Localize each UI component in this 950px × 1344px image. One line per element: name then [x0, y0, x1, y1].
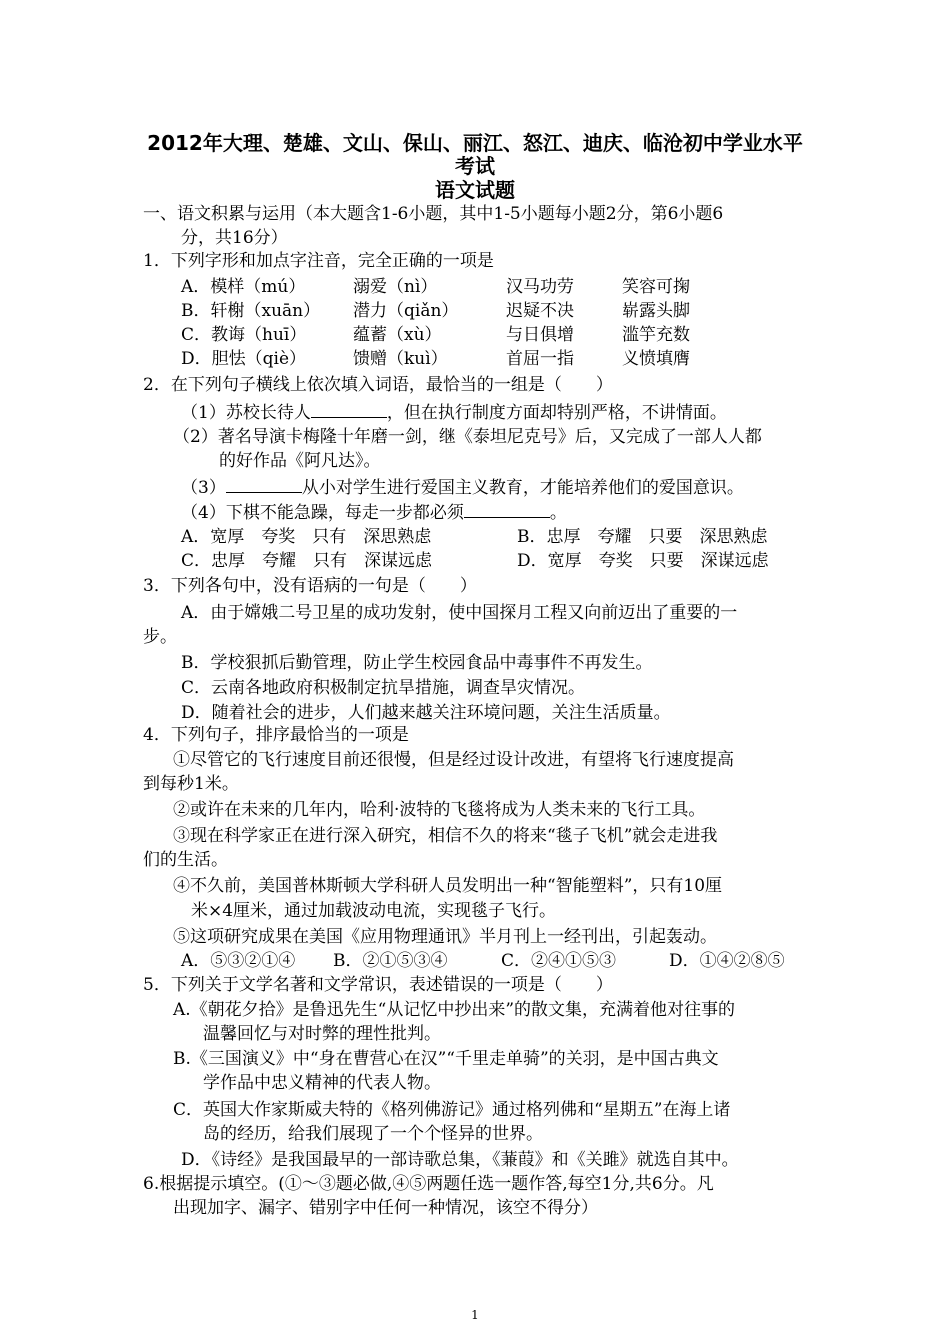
q5-option-b-line1: B.《三国演义》中“身在曹营心在汉”“千里走单骑”的关羽，是中国古典文 [173, 1049, 719, 1069]
page-number: 1 [471, 1308, 479, 1322]
q1-a-word3: 汉马功劳 [506, 277, 574, 297]
q1-option-d [181, 348, 690, 370]
q5-option-d: D．《诗经》是我国最早的一部诗歌总集，《蒹葭》和《关雎》就选自其中。 [181, 1150, 739, 1170]
q3-option-b: B．学校狠抓后勤管理，防止学生校园食品中毒事件不再发生。 [181, 653, 653, 673]
q5-option-a-line2: 温馨回忆与对时弊的理性批判。 [203, 1024, 441, 1044]
q3-option-c: C．云南各地政府积极制定抗旱措施，调查旱灾情况。 [181, 678, 586, 698]
q1-option-b [181, 300, 690, 322]
q2-s4-text-b: 。 [549, 503, 567, 523]
q1-b-word3: 迟疑不决 [506, 301, 574, 321]
q1-b-word2: 潜力（qiǎn） [353, 301, 459, 321]
q2-s2-text: 的好作品《阿凡达》。 [219, 451, 381, 471]
q4-option-c: C．②④①⑤③ [501, 951, 617, 971]
q6-stem-line1: 6.根据提示填空。(①～③题必做,④⑤两题任选一题作答,每空1分,共6分。凡 [143, 1174, 714, 1194]
q1-d-word4: 义愤填膺 [622, 349, 690, 369]
q3-stem: 3．下列各句中，没有语病的一句是（ ） [143, 576, 477, 596]
section-heading-line1: 一、语文积累与运用（本大题含1-6小题，其中1-5小题每小题2分，第6小题6 [143, 204, 724, 224]
q1-stem: 1．下列字形和加点字注音，完全正确的一项是 [143, 251, 494, 271]
q1-b-word4: 崭露头脚 [622, 301, 690, 321]
q2-option-b: B．忠厚 夸耀 只要 深思熟虑 [517, 527, 768, 547]
q5-option-c-line1: C．英国大作家斯威夫特的《格列佛游记》通过格列佛和“星期五”在海上诸 [173, 1100, 731, 1120]
q1-d-word3: 首屈一指 [506, 349, 574, 369]
q2-sentence4 [181, 501, 567, 524]
q4-sentence1-line2: 到每秒1米。 [143, 774, 239, 794]
q4-option-a: A．⑤③②①④ [181, 951, 296, 971]
q2-s4-text-a: （4）下棋不能急躁，每走一步都必须 [181, 503, 464, 523]
q2-s3-blank [226, 476, 302, 493]
q3-option-a-line1: A．由于嫦娥二号卫星的成功发射，使中国探月工程又向前迈出了重要的一 [181, 603, 738, 623]
q1-b-word1: B．轩榭（xuān） [181, 301, 321, 321]
q1-option-c [181, 324, 690, 346]
q4-sentence1-line1: ①尽管它的飞行速度目前还很慢，但是经过设计改进，有望将飞行速度提高 [173, 750, 734, 770]
q6-stem-line2: 出现加字、漏字、错别字中任何一种情况，该空不得分） [173, 1198, 598, 1218]
q2-s4-blank [464, 501, 550, 518]
q2-s3-text-b: 从小对学生进行爱国主义教育，才能培养他们的爱国意识。 [301, 478, 744, 498]
q4-sentence5: ⑤这项研究成果在美国《应用物理通讯》半月刊上一经刊出，引起轰动。 [173, 927, 717, 947]
q2-options-row1 [181, 526, 768, 548]
q2-stem: 2．在下列句子横线上依次填入词语，最恰当的一组是（ ） [143, 375, 613, 395]
q2-s1-text-a: （1）苏校长待人 [181, 403, 311, 423]
q1-c-word2: 蕴蓄（xù） [353, 325, 442, 345]
q2-option-c: C．忠厚 夸耀 只有 深谋远虑 [181, 551, 433, 571]
q1-d-word1: D．胆怯（qiè） [181, 349, 307, 369]
q5-option-b-line2: 学作品中忠义精神的代表人物。 [203, 1073, 441, 1093]
q1-c-word3: 与日俱增 [506, 325, 574, 345]
q5-option-c-line2: 岛的经历，给我们展现了一个个怪异的世界。 [203, 1124, 543, 1144]
q1-c-word4: 滥竽充数 [622, 325, 690, 345]
q4-sentence3-line1: ③现在科学家正在进行深入研究，相信不久的将来“毯子飞机”就会走进我 [173, 826, 718, 846]
q3-option-d: D．随着社会的进步，人们越来越关注环境问题，关注生活质量。 [181, 703, 671, 723]
exam-title-line2: 考试 [455, 154, 495, 178]
q1-c-word1: C．教诲（huī） [181, 325, 307, 345]
q3-option-a-line2: 步。 [143, 627, 177, 647]
q1-a-word4: 笑容可掬 [622, 277, 690, 297]
q2-sentence3 [181, 476, 744, 499]
q5-option-a-line1: A.《朝花夕拾》是鲁迅先生“从记忆中抄出来”的散文集，充满着他对往事的 [173, 1000, 736, 1020]
exam-title-line1: 2012年大理、楚雄、文山、保山、丽江、怒江、迪庆、临沧初中学业水平 [147, 131, 803, 155]
q2-option-d: D．宽厚 夸奖 只要 深谋远虑 [517, 551, 769, 571]
q2-sentence2-line2 [219, 450, 381, 472]
q4-sentence3-line2: 们的生活。 [143, 850, 228, 870]
q2-sentence1 [181, 401, 727, 424]
q2-sentence2-line1: （2）著名导演卡梅隆十年磨一剑，继《泰坦尼克号》后，又完成了一部人人都 [173, 427, 762, 447]
q2-options-row2 [181, 550, 769, 572]
q5-stem: 5．下列关于文学名著和文学常识，表述错误的一项是（ ） [143, 975, 613, 995]
q2-s3-text-a: （3） [181, 478, 226, 498]
q2-s1-text-b: ，但在执行制度方面却特别严格，不讲情面。 [386, 403, 727, 423]
q4-sentence4-line2: 米×4厘米，通过加载波动电流，实现毯子飞行。 [191, 901, 557, 921]
q1-option-a [181, 276, 690, 298]
exam-subtitle: 语文试题 [435, 178, 515, 202]
q2-s1-blank [311, 401, 387, 418]
q4-option-b: B．②①⑤③④ [333, 951, 448, 971]
q4-options [181, 950, 785, 972]
q1-a-word1: A．模样（mú） [181, 277, 306, 297]
q1-d-word2: 馈赠（kuì） [353, 349, 448, 369]
q4-sentence4-line1: ④不久前，美国普林斯顿大学科研人员发明出一种“智能塑料”，只有10厘 [173, 876, 723, 896]
q2-option-a: A．宽厚 夸奖 只有 深思熟虑 [181, 527, 432, 547]
q4-stem: 4．下列句子，排序最恰当的一项是 [143, 725, 409, 745]
section-heading-line2: 分，共16分） [181, 228, 288, 248]
q4-option-d: D．①④②⑧⑤ [669, 951, 785, 971]
q1-a-word2: 溺爱（nì） [353, 277, 438, 297]
q4-sentence2: ②或许在未来的几年内，哈利·波特的飞毯将成为人类未来的飞行工具。 [173, 800, 706, 820]
